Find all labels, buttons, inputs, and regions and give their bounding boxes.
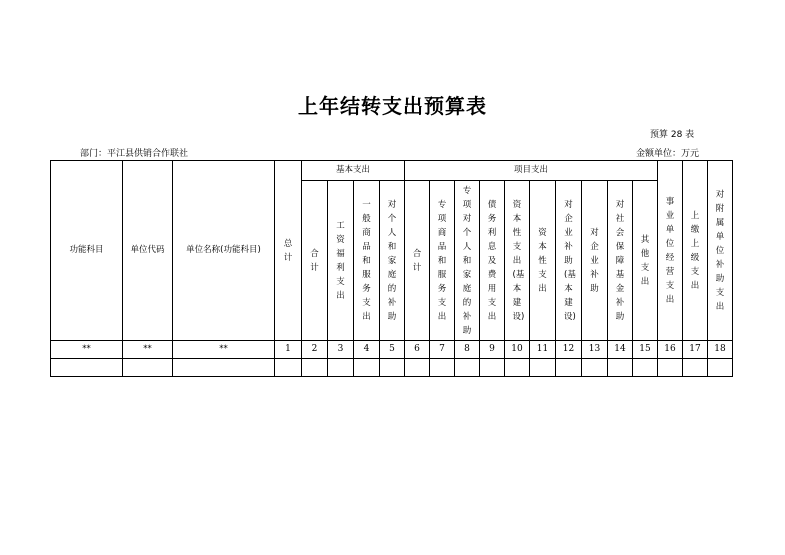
header-basic-group [302, 161, 405, 181]
data-cell [51, 359, 123, 377]
header-affiliated-subsidy [708, 161, 733, 341]
data-cell [505, 359, 530, 377]
header-project-group-label: 项目支出 [513, 164, 548, 175]
index-cell: 6 [405, 341, 430, 359]
header-business-operation [658, 161, 683, 341]
index-cell: 13 [582, 341, 608, 359]
index-cell: 18 [708, 341, 733, 359]
header-pay-superior-label: 上缴上级支出 [690, 210, 700, 291]
data-cell [302, 359, 328, 377]
header-other [633, 181, 658, 341]
index-cell: 4 [354, 341, 380, 359]
data-cell [633, 359, 658, 377]
header-social-security-fund [608, 181, 633, 341]
index-cell: ** [173, 341, 275, 359]
header-unit-name-label: 单位名称(功能科目) [186, 244, 261, 255]
header-project-sum [405, 181, 430, 341]
header-debt-interest-label: 债务利息及费用支出 [487, 199, 497, 322]
data-cell [530, 359, 556, 377]
data-cell [455, 359, 480, 377]
form-code: 预算 28 表 [650, 130, 695, 140]
header-capital-label: 资本性支出 [538, 227, 547, 294]
data-cell [608, 359, 633, 377]
header-special-goods [430, 181, 455, 341]
header-unit-code [123, 161, 173, 341]
amount-unit-label: 金额单位：万元 [636, 149, 700, 159]
header-function-subject [51, 161, 123, 341]
header-enterprise-subsidy-construction-label: 对企业补助(基本建设) [564, 199, 576, 322]
header-project-group [405, 161, 658, 181]
header-personal-family [380, 181, 405, 341]
header-function-subject-label: 功能科目 [69, 244, 104, 255]
data-cell [380, 359, 405, 377]
header-special-personal-label: 专项对个人和家庭的补助 [462, 185, 472, 336]
header-personal-family-label: 对个人和家庭的补助 [387, 199, 397, 322]
header-pay-superior [683, 161, 708, 341]
header-enterprise-subsidy [582, 181, 608, 341]
header-basic-sum-label: 合计 [310, 248, 319, 273]
data-cell [683, 359, 708, 377]
index-cell: ** [51, 341, 123, 359]
table-row [51, 359, 733, 377]
header-general-goods-label: 一般商品和服务支出 [362, 199, 371, 322]
index-cell: 15 [633, 341, 658, 359]
index-cell: 2 [302, 341, 328, 359]
header-basic-sum [302, 181, 328, 341]
index-cell: 11 [530, 341, 556, 359]
data-cell [556, 359, 582, 377]
header-enterprise-subsidy-label: 对企业补助 [590, 227, 599, 294]
data-cell [582, 359, 608, 377]
header-basic-group-label: 基本支出 [335, 164, 370, 175]
header-project-sum-label: 合计 [412, 248, 422, 273]
data-cell [275, 359, 302, 377]
index-cell: 10 [505, 341, 530, 359]
data-cell [405, 359, 430, 377]
header-capital-construction-label: 资本性支出(基本建设) [512, 199, 525, 322]
budget-table [50, 160, 733, 377]
index-cell: 12 [556, 341, 582, 359]
department-label: 部门：平江县供销合作联社 [80, 149, 189, 159]
index-cell: 8 [455, 341, 480, 359]
header-salary-welfare [328, 181, 354, 341]
header-special-goods-label: 专项商品和服务支出 [437, 199, 447, 322]
data-cell [708, 359, 733, 377]
index-cell: 3 [328, 341, 354, 359]
data-cell [430, 359, 455, 377]
data-cell [480, 359, 505, 377]
data-cell [354, 359, 380, 377]
header-total [275, 161, 302, 341]
header-affiliated-subsidy-label: 对附属单位补助支出 [715, 189, 725, 312]
header-debt-interest [480, 181, 505, 341]
header-unit-code-label: 单位代码 [130, 244, 165, 255]
header-capital-construction [505, 181, 530, 341]
page-title: 上年结转支出预算表 [298, 94, 487, 118]
index-cell: ** [123, 341, 173, 359]
index-row [51, 341, 733, 359]
index-cell: 7 [430, 341, 455, 359]
data-cell [173, 359, 275, 377]
header-capital [530, 181, 556, 341]
header-unit-name [173, 161, 275, 341]
header-general-goods [354, 181, 380, 341]
index-cell: 14 [608, 341, 633, 359]
header-salary-welfare-label: 工资福利支出 [336, 220, 345, 301]
index-cell: 9 [480, 341, 505, 359]
header-special-personal [455, 181, 480, 341]
header-total-label: 总计 [283, 238, 293, 263]
header-enterprise-subsidy-construction [556, 181, 582, 341]
data-cell [658, 359, 683, 377]
header-business-operation-label: 事业单位经营支出 [665, 196, 675, 305]
data-cell [328, 359, 354, 377]
index-cell: 5 [380, 341, 405, 359]
index-cell: 1 [275, 341, 302, 359]
header-other-label: 其他支出 [640, 234, 650, 287]
data-cell [123, 359, 173, 377]
index-cell: 17 [683, 341, 708, 359]
header-social-security-fund-label: 对社会保障基金补助 [615, 199, 625, 322]
index-cell: 16 [658, 341, 683, 359]
